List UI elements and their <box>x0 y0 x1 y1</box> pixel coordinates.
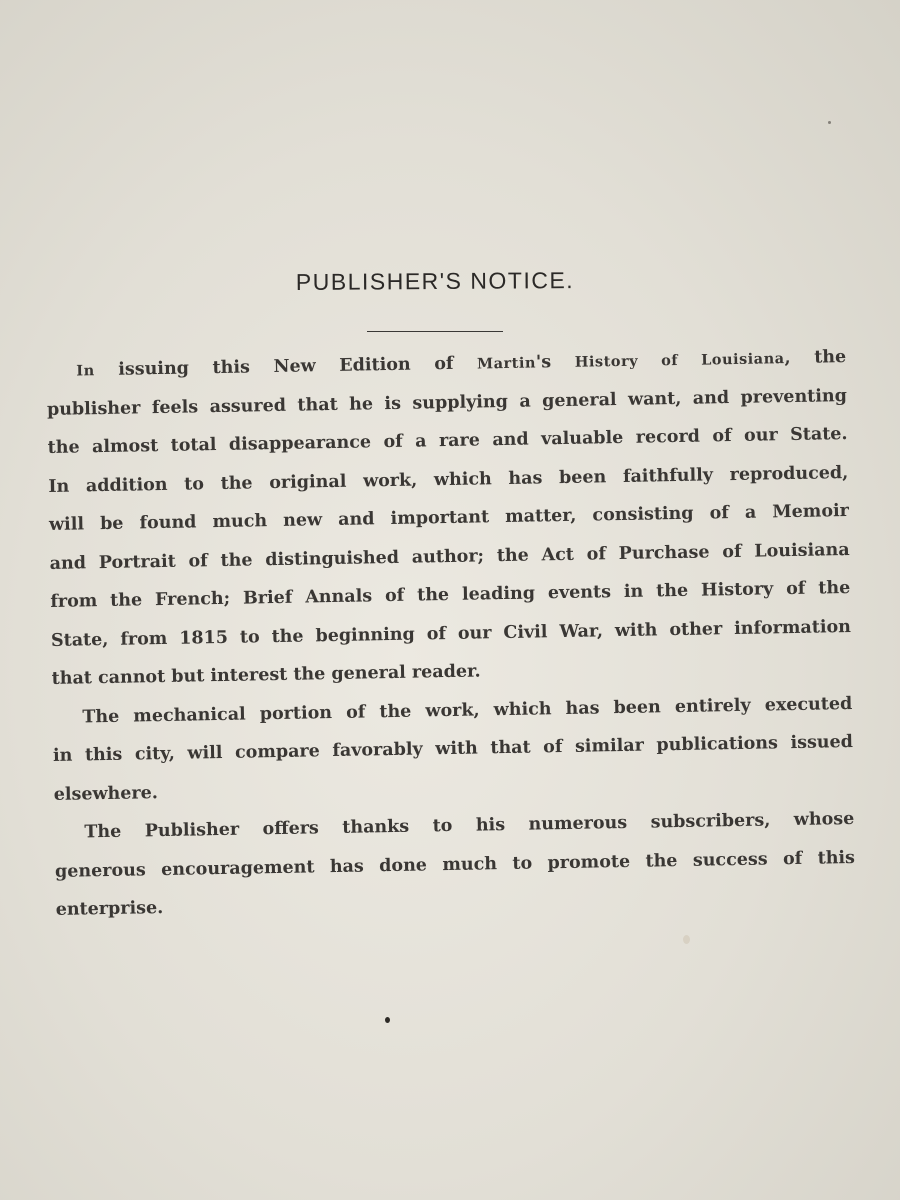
paragraph-3-line-3: enterprise. <box>55 898 164 920</box>
author-name: Martin <box>476 354 537 373</box>
paragraph-1-line-5: will be found much new and important matter, consisting of a Memoir <box>48 501 850 535</box>
paragraph-1-line-2: publisher feels assured that he is supplying a general want, and preventing <box>46 385 848 420</box>
text-segment: , the <box>784 347 847 369</box>
page-title: PUBLISHER'S NOTICE. <box>295 267 575 295</box>
paragraph-2-line-3: elsewhere. <box>53 782 159 805</box>
book-title: History of Louisiana <box>574 350 785 371</box>
paper-speck <box>828 121 831 124</box>
paragraph-1-line-6: and Portrait of the distinguished author; the Act of Purchase of Louisiana <box>49 539 850 574</box>
paragraph-1-line-7: from the French; Brief Annals of the leading events in the History of the <box>50 578 851 612</box>
title-rule <box>367 331 503 332</box>
paragraph-2-line-2: in this city, will compare favorably with that of similar publications issued <box>52 731 854 766</box>
dropcap-in: In <box>76 362 95 380</box>
paper-stain <box>683 935 690 944</box>
paragraph-1-line-4: In addition to the original work, which has been faithfully reproduced, <box>48 462 849 497</box>
paragraph-3-line-2: generous encouragement has done much to promote the success of this <box>54 847 856 882</box>
text-segment: issuing this New Edition of <box>94 353 478 381</box>
text-segment: 's <box>535 351 575 373</box>
notice-body <box>46 338 856 929</box>
paragraph-1-line-3: the almost total disappearance of a rare and valuable record of our State. <box>47 424 848 458</box>
paragraph-1-line-9: that cannot but interest the general reader. <box>51 661 481 689</box>
paragraph-3-line-1: The Publisher offers thanks to his numerous subscribers, whose <box>84 808 855 843</box>
ink-speck <box>385 1017 390 1023</box>
paragraph-1-line-8: State, from 1815 to the beginning of our Civil War, with other information <box>50 616 852 651</box>
paragraph-2-line-1: The mechanical portion of the work, which has been entirely executed <box>82 693 853 727</box>
